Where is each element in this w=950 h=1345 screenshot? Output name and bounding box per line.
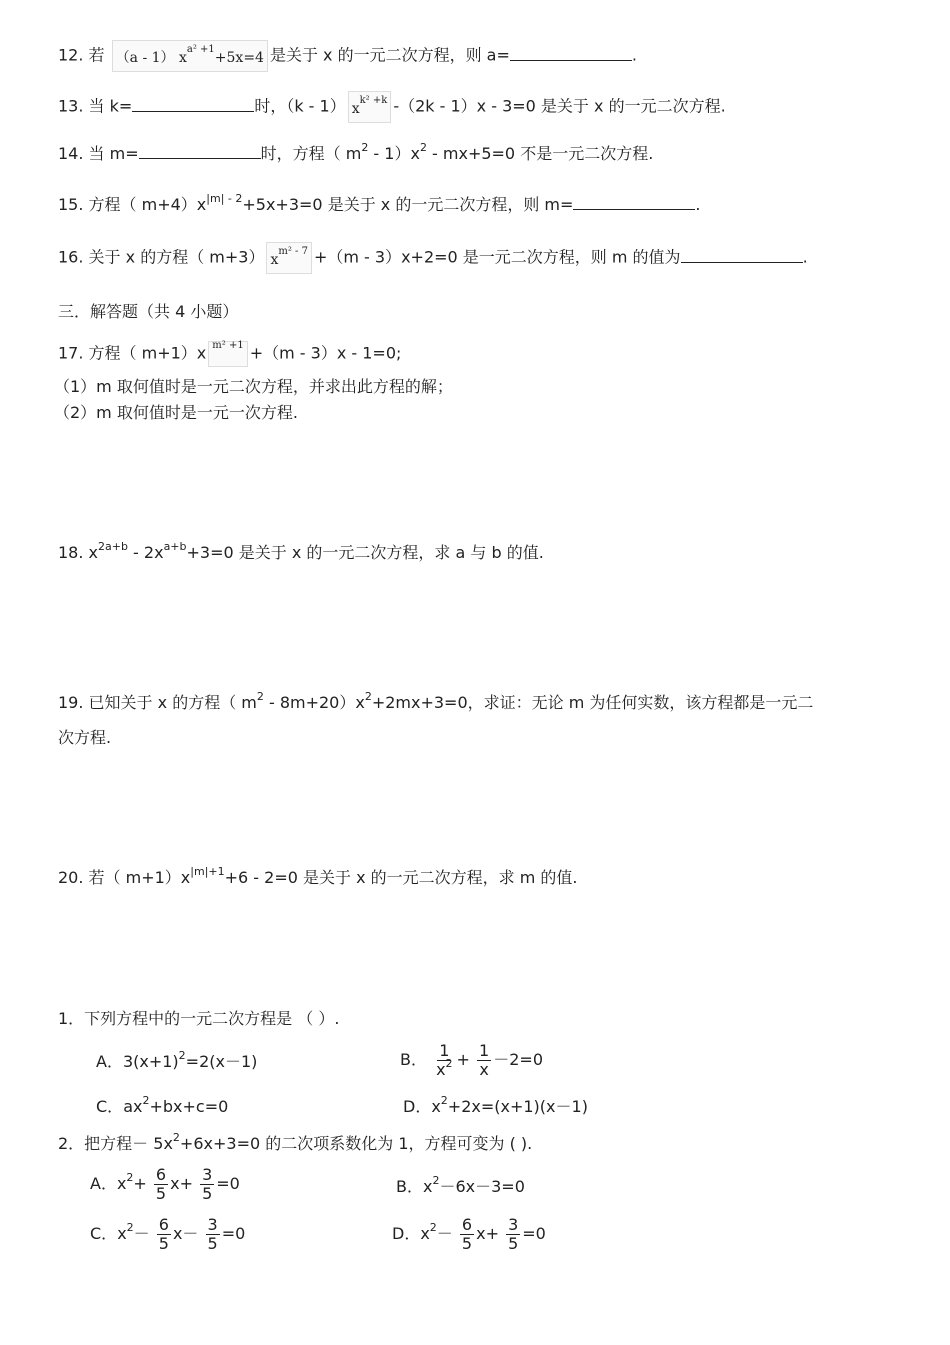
answer-blank[interactable] — [510, 45, 632, 61]
equation-image: $x^{m^2 - 7}$ — [266, 242, 312, 274]
mc2-option-b[interactable]: B．$x^2-6x-3=0$ — [396, 1174, 525, 1196]
mc2-option-d[interactable]: D．$x^2-$ $\frac{6}{5}$ x+ $\frac{3}{5}$ =0 — [392, 1215, 546, 1253]
mc2-option-a[interactable]: A．$x^2+$ $\frac{6}{5}$ x+ $\frac{3}{5}$ =0 — [90, 1165, 240, 1203]
equation-image: m² +1 — [208, 341, 247, 367]
question-19-line-2: 次方程. — [58, 728, 112, 747]
question-16: 16. 关于 x 的方程（ m+3） $x^{m^2 - 7} +(m - 3)x+2=0$ 是一元二次方程，则 m 的值为 . — [58, 242, 808, 274]
mc2-option-c[interactable]: C．$x^2-$ $\frac{6}{5}$ x－ $\frac{3}{5}$ =0 — [90, 1215, 246, 1253]
question-20: 20. 若（ $m+1)x^{|m|+1}+6 - 2=0$ 是关于 x 的一元二次方程，求 m 的值. — [58, 865, 578, 887]
equation-image: （a - 1） $x^{a^2 +1}+5x=4$ — [112, 40, 268, 72]
question-17-part-1: （1）m 取何值时是一元二次方程，并求出此方程的解； — [54, 377, 453, 396]
section-title: 三．解答题（共 4 小题） — [58, 302, 239, 321]
question-18: 18. $x^{2a+b} - 2x^{a+b}+3=0$ 是关于 x 的一元二次方程，求 a 与 b 的值. — [58, 540, 544, 562]
answer-blank[interactable] — [681, 247, 803, 263]
answer-blank[interactable] — [132, 96, 254, 112]
mc1-option-c[interactable]: C．$ax^2+bx+c=0$ — [96, 1094, 229, 1116]
question-15: 15. 方程（ $m+4)x^{|m| - 2}+5x+3=0$ 是关于 x 的一元二次方程，则 m= . — [58, 192, 701, 214]
question-number: 12. — [58, 45, 84, 65]
answer-blank[interactable] — [139, 143, 261, 159]
mc1-option-d[interactable]: D．$x^2+2x=(x+1)(x-1)$ — [403, 1094, 588, 1116]
equation-image: $x^{k^2 +k}$ — [348, 91, 392, 123]
mc1-option-b[interactable]: B． $\frac{1}{x^2}$ + $\frac{1}{x}$ －2=0 — [400, 1041, 544, 1079]
answer-blank[interactable] — [573, 194, 695, 210]
mc-question-1-stem: 1．下列方程中的一元二次方程是 （ ）. — [58, 1009, 340, 1028]
question-12: 12. 若 （a - 1） $x^{a^2 +1}+5x=4$ 是关于 x 的一元二次方程，则 a= . — [58, 40, 637, 72]
question-17-part-2: （2）m 取何值时是一元一次方程. — [54, 403, 298, 422]
mc-question-2-stem: 2．把方程－ $5x^2+6x+3=0$ 的二次项系数化为 1，方程可变为 ( ). — [58, 1131, 533, 1153]
question-14: 14. 当 m= 时，方程（ $m^2 - 1)x^2 - mx+5=0$ 不是一元二次方程. — [58, 141, 654, 163]
mc1-option-a[interactable]: A．$3(x+1)^2=2(x-1)$ — [96, 1049, 258, 1071]
question-19: 19. 已知关于 x 的方程（ $m^2 - 8m+20)x^2+2mx+3=0$，求证：无论 m 为任何实数，该方程都是一元二 — [58, 690, 814, 712]
question-13: 13. 当 k= 时，（k - 1） $x^{k^2 +k}$ -（2k - 1）x - 3=0 是关于 x 的一元二次方程. — [58, 91, 726, 123]
question-17: 17. 方程（ m+1）x $^{m^2 +1}$ +（m - 3）x - 1=0; — [58, 341, 401, 367]
